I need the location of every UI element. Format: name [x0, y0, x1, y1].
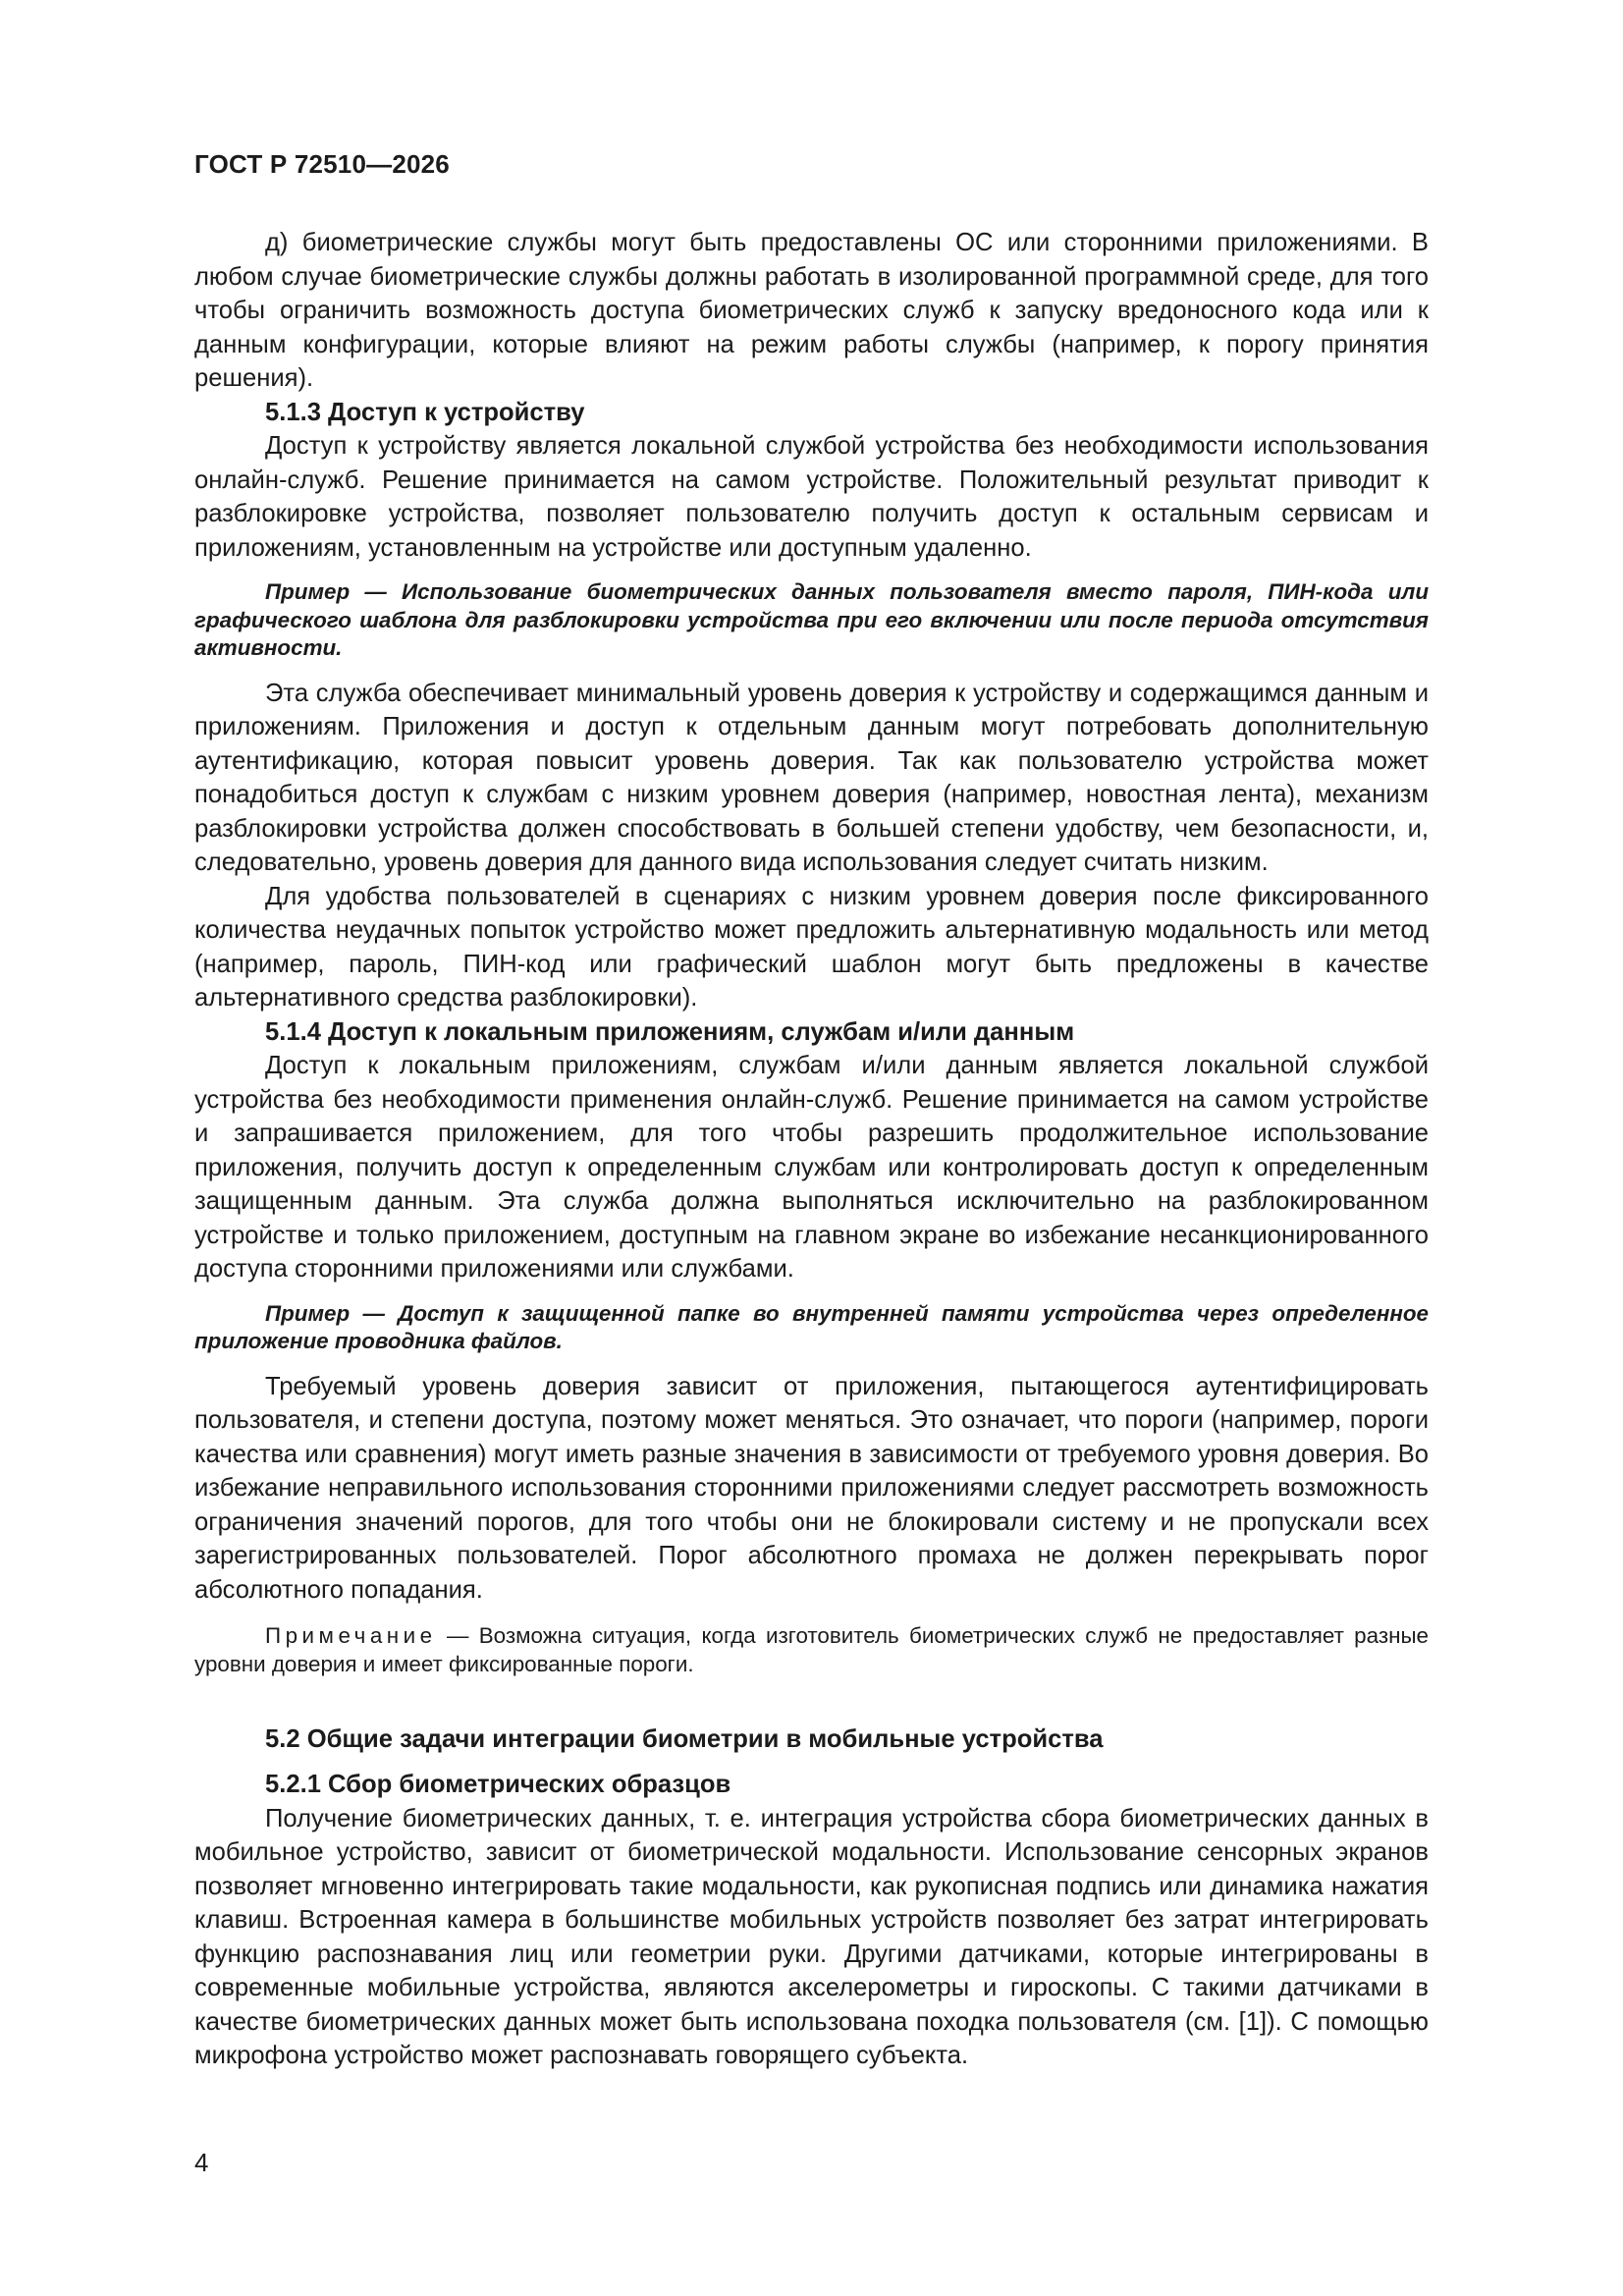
- heading-5-1-3: 5.1.3 Доступ к устройству: [265, 398, 585, 426]
- paragraph-5-1-4-2: Требуемый уровень доверия зависит от приложения, пытающегося аутентифицировать пользователя, и степени доступа, поэтому может меняться. Это означает, что пороги (например, пороги качества или сравнения) могут иметь разные значения в зависимости от требуемого уровня доверия. Во избежание неправильного использования сторонними приложениями следует рассмотреть возможность ограничения значений порогов, для того чтобы они не блокировали систему и не пропускали всех зарегистрированных пользователей. Порог абсолютного промаха не должен перекрывать порог абсолютного попадания.: [194, 1372, 1429, 1604]
- heading-5-2-1: 5.2.1 Сбор биометрических образцов: [265, 1771, 731, 1799]
- note-text: — Возможна ситуация, когда изготовитель биометрических служб не предоставляет разные уровни доверия и имеет фиксированные пороги.: [194, 1623, 1429, 1677]
- note-label: Примечание: [265, 1623, 437, 1649]
- heading-5-2: 5.2 Общие задачи интеграции биометрии в мобильные устройства: [265, 1724, 1104, 1753]
- example-5-1-3: Пример — Использование биометрических данных пользователя вместо пароля, ПИН-кода или графического шаблона для разблокировки устройства при его включении или после периода отсутствия активности.: [194, 579, 1429, 661]
- paragraph-5-1-3-3: Для удобства пользователей в сценариях с низким уровнем доверия после фиксированного количества неудачных попыток устройство может предложить альтернативную модальность или метод (например, пароль, ПИН-код или графический шаблон могут быть предложены в качестве альтернативного средства разблокировки).: [194, 882, 1429, 1012]
- document-body: [194, 226, 1429, 2073]
- paragraph-item-d: д) биометрические службы могут быть предоставлены ОС или сторонними приложениями. В любом случае биометрические службы должны работать в изолированной программной среде, для того чтобы ограничить возможность доступа биометрических служб к запуску вредоносного кода или к данным конфигурации, которые влияют на режим работы службы (например, к порогу принятия решения).: [194, 229, 1429, 392]
- paragraph-5-1-3-2: Эта служба обеспечивает минимальный уровень доверия к устройству и содержащимся данным и приложениям. Приложения и доступ к отдельным данным могут потребовать дополнительную аутентификацию, которая повысит уровень доверия. Так как пользователю устройства может понадобиться доступ к службам с низким уровнем доверия (например, новостная лента), механизм разблокировки устройства должен способствовать в большей степени удобству, чем безопасности, и, следовательно, уровень доверия для данного вида использования следует считать низким.: [194, 679, 1429, 877]
- example-5-1-4: Пример — Доступ к защищенной папке во внутренней памяти устройства через определенное приложение проводника файлов.: [194, 1300, 1429, 1354]
- heading-5-1-4: 5.1.4 Доступ к локальным приложениям, службам и/или данным: [265, 1017, 1075, 1046]
- note: [194, 1622, 1429, 1678]
- paragraph-5-2-1: Получение биометрических данных, т. е. интеграция устройства сбора биометрических данных в мобильное устройство, зависит от биометрической модальности. Использование сенсорных экранов позволяет мгновенно интегрировать такие модальности, как рукописная подпись или динамика нажатия клавиш. Встроенная камера в большинстве мобильных устройств позволяет без затрат интегрировать функцию распознавания лиц или геометрии руки. Другими датчиками, которые интегрированы в современные мобильные устройства, являются акселерометры и гироскопы. С такими датчиками в качестве биометрических данных может быть использована походка пользователя (см. [1]). С помощью микрофона устройство может распознавать говорящего субъекта.: [194, 1804, 1429, 2070]
- paragraph-5-1-3-1: Доступ к устройству является локальной службой устройства без необходимости использования онлайн-служб. Решение принимается на самом устройстве. Положительный результат приводит к разблокировке устройства, позволяет пользователю получить доступ к остальным сервисам и приложениям, установленным на устройстве или доступным удаленно.: [194, 432, 1429, 562]
- page-number: 4: [194, 2148, 209, 2177]
- document-header: ГОСТ Р 72510—2026: [194, 149, 450, 179]
- paragraph-5-1-4-1: Доступ к локальным приложениям, службам и/или данным является локальной службой устройства без необходимости применения онлайн-служб. Решение принимается на самом устройстве и запрашивается приложением, для того чтобы разрешить продолжительное использование приложения, получить доступ к определенным службам или контролировать доступ к определенным защищенным данным. Эта служба должна выполняться исключительно на разблокированном устройстве и только приложением, доступным на главном экране во избежание несанкционированного доступа сторонними приложениями или службами.: [194, 1052, 1429, 1284]
